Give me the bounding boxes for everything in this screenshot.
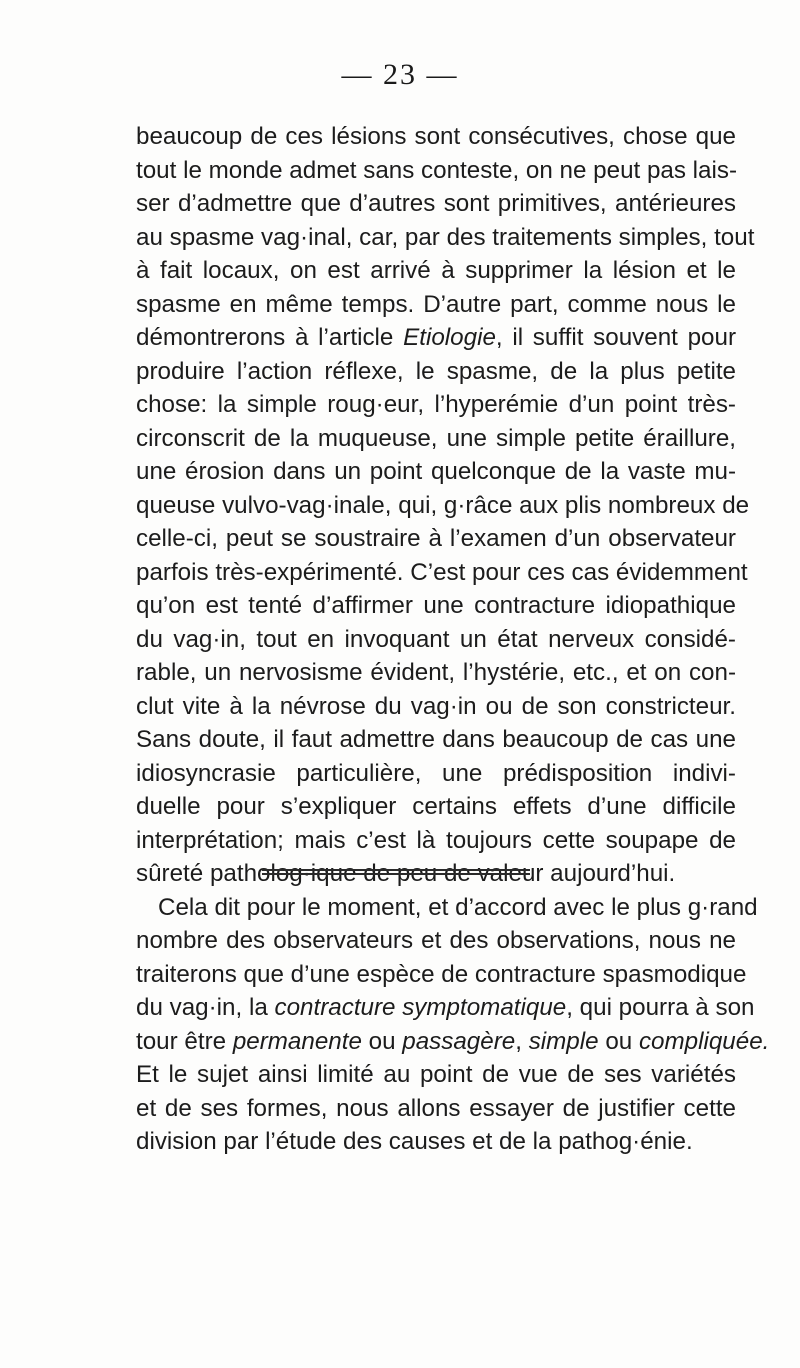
text-line: du vag·in, tout en invoquant un état nerveux considé-	[136, 625, 736, 653]
text-line: duelle pour s’expliquer certains effets d’une difficile	[136, 793, 736, 820]
text-span: du vag·in, la	[136, 994, 275, 1021]
text-line: chose: la simple roug·eur, l’hyperémie d’un point très-	[136, 391, 736, 418]
text-line: parfois très-expérimenté. C’est pour ces cas évidemment	[136, 558, 748, 586]
text-line: rable, un nervosisme évident, l’hystérie, etc., et on con-	[136, 659, 736, 686]
section-divider	[262, 873, 530, 875]
text-line: au spasme vag·inal, car, par des traitements simples, tout	[136, 223, 755, 251]
text-line: nombre des observateurs et des observations, nous ne	[136, 927, 736, 954]
text-line	[136, 1025, 770, 1059]
text-span: ou	[361, 1027, 403, 1055]
text-line: une érosion dans un point quelconque de la vaste mu-	[136, 458, 736, 485]
body-text	[136, 120, 770, 1159]
text-line: sûreté patholog·ique de peu de valeur aujourd’hui.	[136, 860, 676, 887]
text-line: Cela dit pour le moment, et d’accord avec le plus g·rand	[158, 893, 758, 921]
text-span: , il suffit souvent pour	[495, 324, 736, 351]
text-line: celle-ci, peut se soustraire à l’examen d’un observateur	[136, 525, 736, 552]
text-line: à fait locaux, on est arrivé à supprimer la lésion et le	[136, 257, 736, 284]
text-line: ser d’admettre que d’autres sont primitives, antérieures	[136, 190, 736, 217]
text-span: ou	[598, 1027, 639, 1055]
text-span: , qui pourra à son	[566, 994, 755, 1021]
text-span: démontrerons à l’article	[136, 324, 404, 351]
section-divider	[262, 869, 530, 871]
text-line: circonscrit de la muqueuse, une simple petite éraillure,	[136, 424, 736, 452]
italic-term: simple	[528, 1027, 599, 1055]
text-line: interprétation; mais c’est là toujours cette soupape de	[136, 826, 736, 854]
text-line: queuse vulvo-vag·inale, qui, g·râce aux plis nombreux de	[136, 491, 750, 519]
text-line: clut vite à la névrose du vag·in ou de son constricteur.	[136, 692, 736, 720]
text-line: beaucoup de ces lésions sont consécutives, chose que	[136, 123, 736, 150]
italic-term: compliquée.	[638, 1027, 770, 1055]
text-line: produire l’action réflexe, le spasme, de la plus petite	[136, 357, 736, 385]
text-line: Et le sujet ainsi limité au point de vue de ses variétés	[136, 1061, 736, 1088]
italic-term: Etiologie	[403, 324, 496, 351]
text-line: idiosyncrasie particulière, une prédisposition indivi-	[136, 759, 736, 787]
text-line: et de ses formes, nous allons essayer de justifier cette	[136, 1094, 736, 1122]
text-span: tour être	[136, 1027, 233, 1055]
text-line: spasme en même temps. D’autre part, comme nous le	[136, 290, 736, 318]
text-line: division par l’étude des causes et de la pathog·énie.	[136, 1128, 693, 1155]
italic-term: passagère	[402, 1027, 516, 1055]
text-line: qu’on est tenté d’affirmer une contracture idiopathique	[136, 592, 736, 619]
italic-term: contracture symptomatique	[274, 994, 567, 1021]
text-line: Sans doute, il faut admettre dans beaucoup de cas une	[136, 726, 736, 753]
text-line	[136, 991, 755, 1025]
text-line: tout le monde admet sans conteste, on ne peut pas lais-	[136, 156, 738, 184]
text-line	[136, 321, 736, 355]
italic-term: permanente	[232, 1027, 362, 1055]
page-number: — 23 —	[341, 58, 459, 91]
text-span: ,	[515, 1027, 529, 1055]
text-line: traiterons que d’une espèce de contracture spasmodique	[136, 960, 747, 988]
